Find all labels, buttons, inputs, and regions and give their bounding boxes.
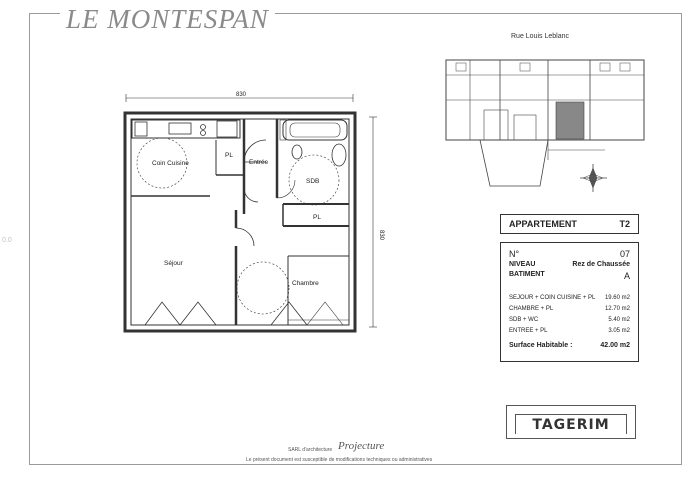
area-value: 19.60 m2 bbox=[604, 295, 630, 301]
page-title: LE MONTESPAN bbox=[60, 4, 275, 35]
architect-signature: Projecture bbox=[338, 440, 385, 452]
building-value: A bbox=[623, 271, 630, 281]
building-row bbox=[509, 271, 630, 281]
area-label: SEJOUR + COIN CUISINE + PL bbox=[509, 295, 596, 301]
total-area-row bbox=[509, 342, 630, 349]
apartment-title-box bbox=[500, 214, 639, 234]
apartment-number: 07 bbox=[619, 249, 630, 259]
level-value: Rez de Chaussée bbox=[572, 261, 630, 268]
area-row bbox=[509, 328, 630, 334]
architect-credit: SARL d'architecture bbox=[288, 447, 333, 453]
area-value: 5.40 m2 bbox=[608, 317, 630, 323]
street-label: Rue Louis Leblanc bbox=[511, 33, 569, 40]
width-dimension: 830 bbox=[236, 92, 247, 98]
apartment-info-box bbox=[500, 242, 639, 362]
level-row bbox=[509, 261, 630, 268]
area-value: 12.70 m2 bbox=[604, 306, 630, 312]
area-row bbox=[509, 306, 630, 312]
area-row bbox=[509, 295, 630, 301]
apartment-type: T2 bbox=[619, 219, 630, 229]
apartment-number-label: N° bbox=[509, 249, 520, 259]
site-plan bbox=[446, 60, 644, 186]
bedroom-label: Chambre bbox=[292, 280, 319, 287]
living-label: Séjour bbox=[164, 260, 183, 267]
exterior-wall bbox=[125, 113, 355, 331]
closet-label-bedroom: PL bbox=[313, 214, 321, 221]
side-mark: 0.0 bbox=[2, 237, 12, 244]
area-value: 3.05 m2 bbox=[608, 328, 630, 334]
area-label: ENTREE + PL bbox=[509, 328, 548, 334]
kitchen-label: Coin Cuisine bbox=[152, 160, 189, 167]
apartment-title: APPARTEMENT bbox=[509, 219, 577, 229]
closet-label-entrance: PL bbox=[225, 152, 233, 159]
area-label: CHAMBRE + PL bbox=[509, 306, 554, 312]
footer-note: Le présent document est susceptible de modifications techniques ou administratives bbox=[246, 457, 433, 463]
apartment-panel bbox=[500, 214, 639, 364]
apartment-number-row bbox=[509, 249, 630, 259]
north-arrow-icon bbox=[580, 164, 607, 192]
bathroom-label: SDB bbox=[306, 178, 320, 185]
area-label: SDB + WC bbox=[509, 317, 539, 323]
entrance-label: Entrée bbox=[249, 159, 269, 166]
tagerim-logo bbox=[506, 405, 636, 439]
total-area-label: Surface Habitable : bbox=[509, 342, 573, 349]
area-row bbox=[509, 317, 630, 323]
level-label: NIVEAU bbox=[509, 261, 536, 268]
total-area-value: 42.00 m2 bbox=[600, 342, 630, 349]
logo-text: TAGERIM bbox=[515, 414, 627, 434]
building-label: BATIMENT bbox=[509, 271, 545, 278]
height-dimension: 830 bbox=[378, 230, 384, 241]
